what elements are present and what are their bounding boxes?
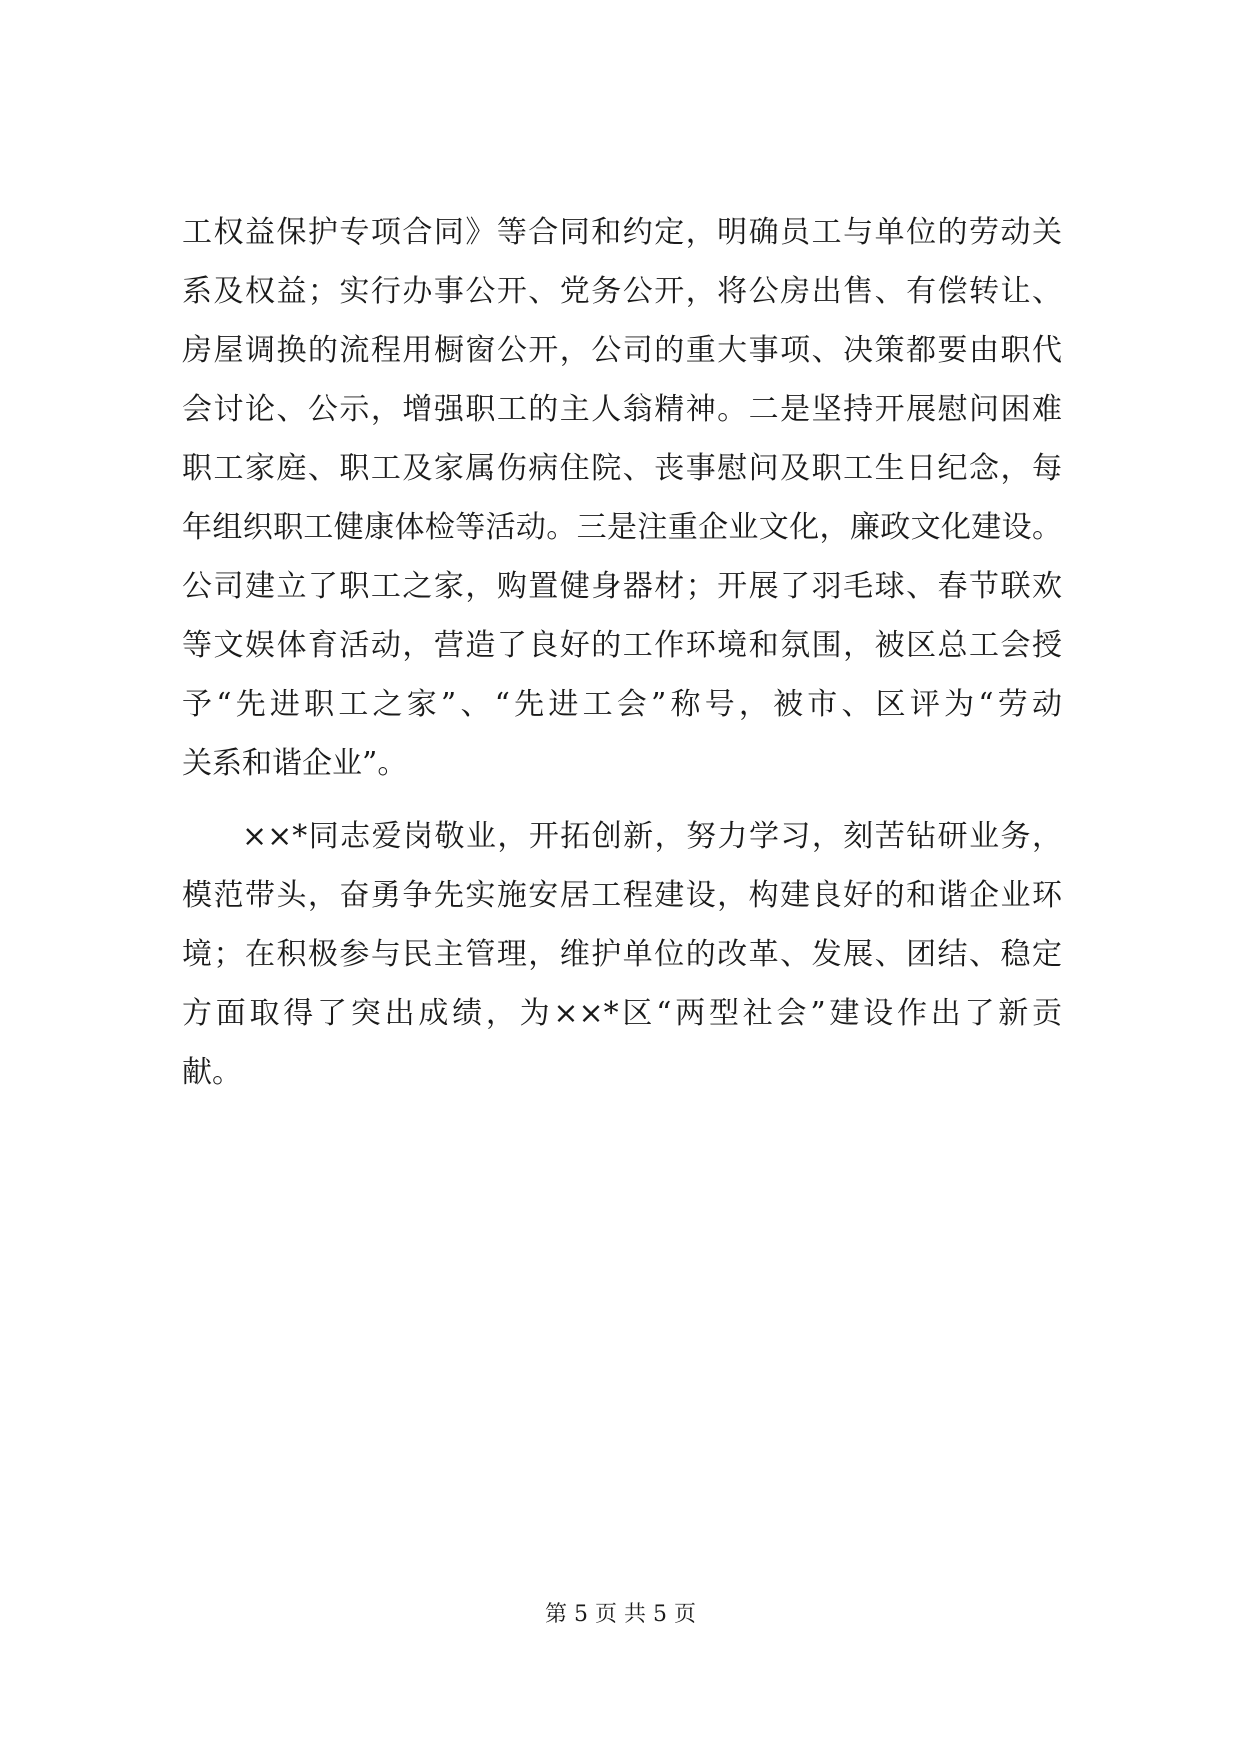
paragraph-1: [182, 203, 1062, 793]
page-number-footer: 第 5 页 共 5 页: [545, 1602, 696, 1627]
text-line: 关系和谐企业”。: [182, 746, 408, 781]
document-body: [182, 203, 1062, 1102]
text-line: 献。: [182, 1055, 242, 1090]
text-line: 系及权益；实行办事公开、党务公开，将公房出售、有偿转让、: [182, 274, 1062, 309]
text-line: 公司建立了职工之家，购置健身器材；开展了羽毛球、春节联欢: [182, 569, 1062, 604]
paragraph-2: [182, 807, 1062, 1102]
text-line: 模范带头，奋勇争先实施安居工程建设，构建良好的和谐企业环: [182, 878, 1062, 913]
paragraph-gap: [182, 793, 1062, 807]
text-line: 房屋调换的流程用橱窗公开，公司的重大事项、决策都要由职代: [182, 333, 1062, 368]
text-line: 职工家庭、职工及家属伤病住院、丧事慰问及职工生日纪念，每: [182, 451, 1062, 486]
text-line: ××*同志爱岗敬业，开拓创新，努力学习，刻苦钻研业务，: [242, 819, 1062, 854]
text-line: 会讨论、公示，增强职工的主人翁精神。二是坚持开展慰问困难: [182, 392, 1062, 427]
text-line: 年组织职工健康体检等活动。三是注重企业文化，廉政文化建设。: [182, 510, 1062, 545]
text-line: 境；在积极参与民主管理，维护单位的改革、发展、团结、稳定: [182, 937, 1062, 972]
text-line: 工权益保护专项合同》等合同和约定，明确员工与单位的劳动关: [182, 215, 1062, 250]
text-line: 方面取得了突出成绩，为××*区“两型社会”建设作出了新贡: [182, 996, 1062, 1031]
text-line: 予“先进职工之家”、“先进工会”称号，被市、区评为“劳动: [182, 687, 1062, 722]
text-line: 等文娱体育活动，营造了良好的工作环境和氛围，被区总工会授: [182, 628, 1062, 663]
